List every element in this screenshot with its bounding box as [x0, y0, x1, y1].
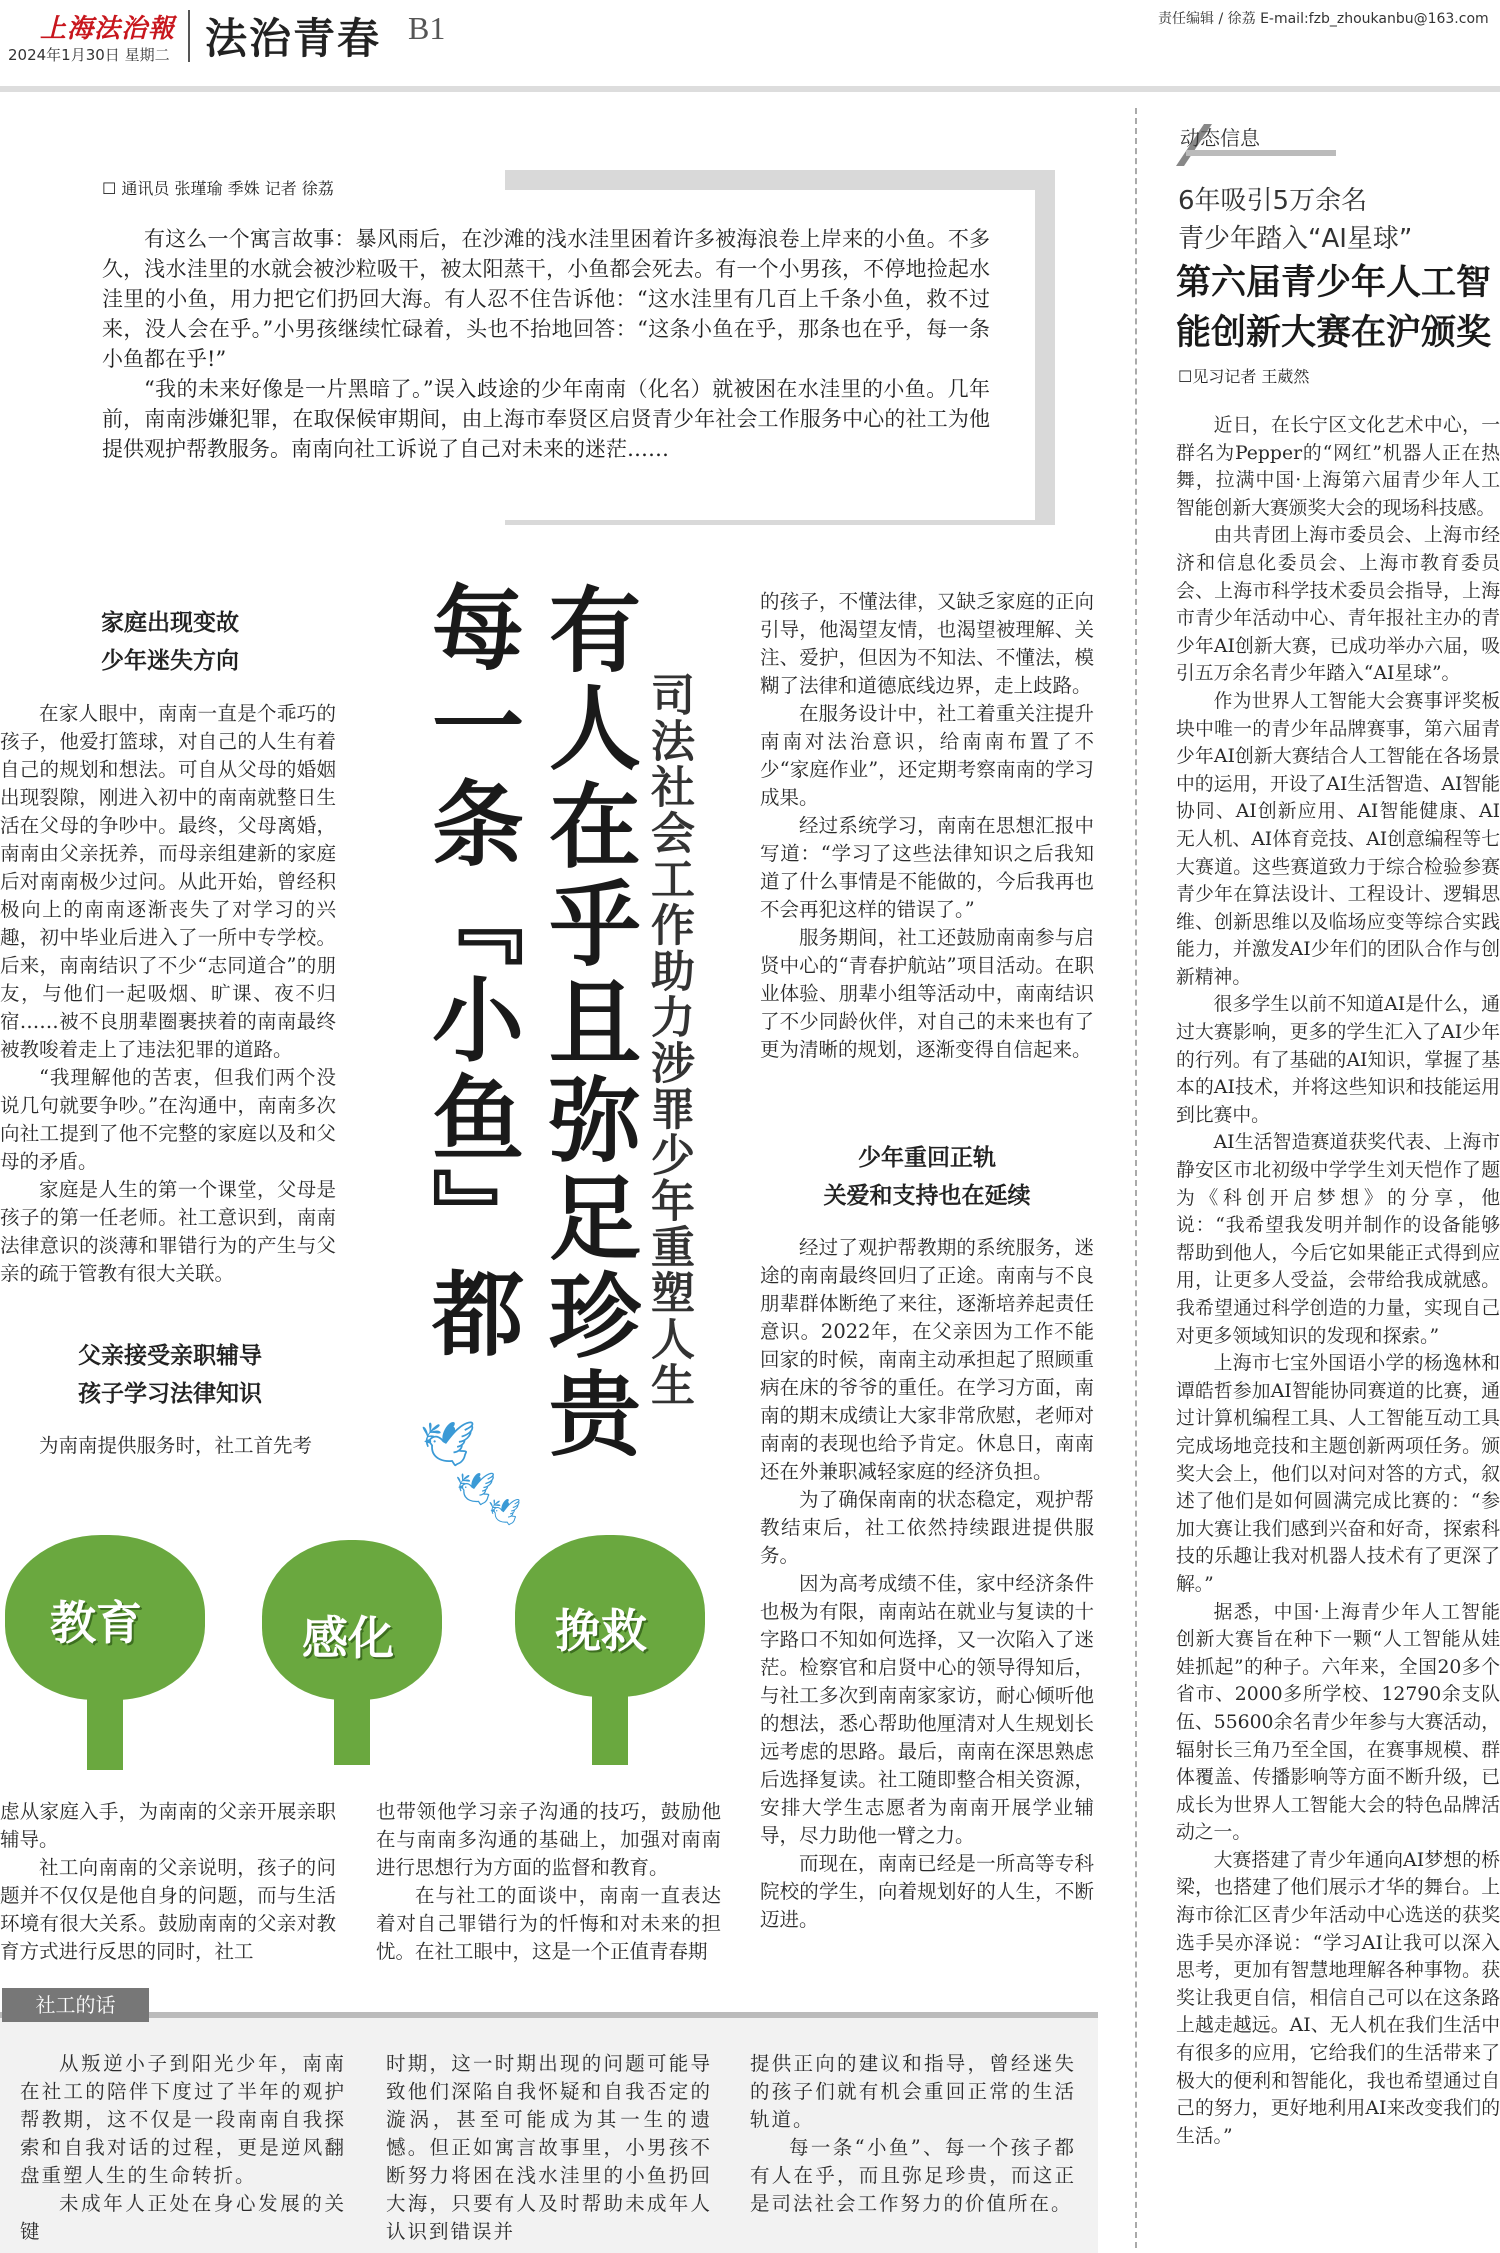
section2-heading-line: 父亲接受亲职辅导 [78, 1343, 262, 1369]
tree-influence [262, 1540, 442, 1765]
tree-education [5, 1535, 205, 1775]
bottom-column-2 [376, 1798, 721, 1966]
bird-icon: 🕊 [420, 1419, 476, 1470]
paragraph: 经过了观护帮教期的系统服务，迷途的南南最终回归了正途。南南与不良朋辈群体断绝了来往，逐渐培养起责任意识。2022年，在父亲因为工作不能回家的时候，南南主动承担起了照顾重病在床的爷爷的重任。在学习方面，南南的期末成绩让大家非常欣慰，老师对南南的表现也给予肯定。休息日，南南还在外兼职减轻家庭的经济负担。 [760, 1236, 1094, 1483]
intro-paragraph: 有这么一个寓言故事：暴风雨后，在沙滩的浅水洼里困着许多被海浪卷上岸来的小鱼。不多久，浅水洼里的水就会被沙粒吸干，被太阳蒸干，小鱼都会死去。有一个小男孩，不停地捡起水洼里的小鱼，用力把它们扔回大海。有人忍不住告诉他：“这水洼里有几百上千条小鱼，救不过来，没人会在乎。”小男孩继续忙碌着，头也不抬地回答：“这条小鱼在乎，那条也在乎，每一条小鱼都在乎!” [102, 227, 990, 371]
tree-label: 教育 [50, 1596, 142, 1650]
news-body [1176, 412, 1500, 2150]
headline-line-2: 每一条『小鱼』都 [417, 580, 525, 1364]
paragraph: 提供正向的建议和指导，曾经迷失的孩子们就有机会重回正常的生活轨道。 [750, 2052, 1076, 2131]
section2-heading-line: 孩子学习法律知识 [78, 1381, 262, 1407]
issue-date: 2024年1月30日 星期二 [8, 46, 170, 64]
social-worker-col-3 [750, 2050, 1076, 2218]
news-headline: 第六届青少年人工智能创新大赛在沪颁奖 [1176, 262, 1492, 353]
bird-icon: 🕊 [455, 1470, 496, 1508]
masthead [0, 0, 1500, 88]
section2-heading [40, 1337, 300, 1413]
paragraph: 在家人眼中，南南一直是个乖巧的孩子，他爱打篮球，对自己的人生有着自己的规划和想法。可自从父母的婚姻出现裂隙，刚进入初中的南南就整日生活在父母的争吵中。最终，父母离婚，南南由父亲抚养，而母亲组建新的家庭后对南南极少过问。从此开始，曾经积极向上的南南逐渐丧失了对学习的兴趣，初中毕业后进入了一所中专学校。后来，南南结识了不少“志同道合”的朋友，与他们一起吸烟、旷课、夜不归宿……被不良朋辈圈裹挟着的南南最终被教唆着走上了违法犯罪的道路。 [0, 702, 336, 1061]
paragraph: 经过系统学习，南南在思想汇报中写道：“学习了这些法律知识之后我知道了什么事情是不能做的，今后我再也不会再犯这样的错误了。” [760, 814, 1094, 921]
paragraph: 据悉，中国·上海青少年人工智能创新大赛旨在种下一颗“人工智能从娃娃抓起”的种子。六年来，全国20多个省市、2000多所学校、12790余支队伍、55600余名青少年参与大赛活动，辐射长三角乃至全国，在赛事规模、群体覆盖、传播影响等方面不断升级，已成长为世界人工智能大会的特色品牌活动之一。 [1176, 1601, 1500, 1844]
subheadline: 司法社会工作助力涉罪少年重塑人生 [643, 672, 694, 1408]
paragraph: 虑从家庭入手，为南南的父亲开展亲职辅导。 [0, 1800, 336, 1851]
section1-heading-line: 家庭出现变故 [101, 610, 239, 636]
paragraph: 为了确保南南的状态稳定，观护帮教结束后，社工依然持续跟进提供服务。 [760, 1488, 1094, 1567]
paragraph: 近日，在长宁区文化艺术中心，一群名为Pepper的“网红”机器人正在热舞，拉满中国·上海第六届青少年人工智能创新大赛颁奖大会的现场科技感。 [1176, 415, 1500, 519]
paragraph: 而现在，南南已经是一所高等专科院校的学生，向着规划好的人生，不断迈进。 [760, 1852, 1094, 1931]
section1-heading [40, 604, 300, 680]
masthead-divider [188, 10, 190, 62]
editor-info: 责任编辑 / 徐荔 E-mail:fzb_zhoukanbu@163.com [1158, 11, 1489, 27]
social-worker-col-2 [386, 2050, 712, 2246]
column-divider [1135, 108, 1137, 2248]
news-kicker-1: 6年吸引5万余名 [1178, 186, 1368, 216]
paragraph: 在服务设计中，社工着重关注提升南南对法治意识，给南南布置了不少“家庭作业”，还定期考察南南的学习成果。 [760, 702, 1094, 809]
paragraph: 社工向南南的父亲说明，孩子的问题并不仅仅是他自身的问题，而与生活环境有很大关系。鼓励南南的父亲对教育方式进行反思的同时，社工 [0, 1856, 336, 1963]
news-byline: ☐见习记者 王葳然 [1178, 367, 1310, 386]
paragraph: 服务期间，社工还鼓励南南参与启贤中心的“青春护航站”项目活动。在职业体验、朋辈小组等活动中，南南结识了不少同龄伙伴，对自己的未来也有了更为清晰的规划，逐渐变得自信起来。 [760, 926, 1094, 1061]
paragraph: 也带领他学习亲子沟通的技巧，鼓励他在与南南多沟通的基础上，加强对南南进行思想行为方面的监督和教育。 [376, 1800, 721, 1879]
tree-rescue [515, 1535, 705, 1767]
paragraph: 从叛逆小子到阳光少年，南南在社工的陪伴下度过了半年的观护帮教期，这不仅是一段南南自我探索和自我对话的过程，更是逆风翻盘重塑人生的生命转折。 [20, 2052, 346, 2187]
page-number: B1 [408, 10, 446, 46]
bottom-column-1 [0, 1798, 336, 1966]
paragraph: 每一条“小鱼”、每一个孩子都有人在乎，而且弥足珍贵，而这正是司法社会工作努力的价值所在。 [750, 2136, 1076, 2215]
bird-icon: 🕊 [488, 1498, 522, 1528]
paragraph: 家庭是人生的第一个课堂，父母是孩子的第一任老师。社工意识到，南南法律意识的淡薄和罪错行为的产生与父亲的疏于管教有很大关联。 [0, 1178, 336, 1285]
headline-line-1: 有人在乎且弥足珍贵 [534, 582, 642, 1464]
paragraph: “我理解他的苦衷，但我们两个没说几句就要争吵。”在沟通中，南南多次向社工提到了他不完整的家庭以及和父母的矛盾。 [0, 1066, 336, 1173]
paragraph: 很多学生以前不知道AI是什么，通过大赛影响，更多的学生汇入了AI少年的行列。有了基础的AI知识，掌握了基本的AI技术，并将这些知识和技能运用到比赛中。 [1176, 994, 1500, 1126]
paragraph: 由共青团上海市委员会、上海市经济和信息化委员会、上海市教育委员会、上海市科学技术委员会指导，上海市青少年活动中心、青年报社主办的青少年AI创新大赛，已成功举办六届，吸引五万余名青少年踏入“AI星球”。 [1176, 525, 1500, 685]
masthead-rule [0, 86, 1500, 92]
section1-heading-line: 少年迷失方向 [101, 648, 239, 674]
paragraph: 上海市七宝外国语小学的杨逸林和谭皓哲参加AI智能协同赛道的比赛，通过计算机编程工具、人工智能互动工具完成场地竞技和主题创新两项任务。颁奖大会上，他们以对问对答的方式，叙述了他们是如何圆满完成比赛的：“参加大赛让我们感到兴奋和好奇，探索科技的乐趣让我对机器人技术有了更深了解。” [1176, 1353, 1500, 1595]
tree-label: 挽救 [555, 1604, 647, 1658]
column-1-tail [0, 1432, 336, 1460]
paragraph: 的孩子，不懂法律，又缺乏家庭的正向引导，他渴望友情，也渴望被理解、关注、爱护，但因为不知法、不懂法，模糊了法律和道德底线边界，走上歧路。 [760, 590, 1094, 697]
newspaper-logo: 上海法治報 [40, 14, 176, 44]
tree-label: 感化 [302, 1611, 394, 1665]
news-tag: 动态信息 [1180, 126, 1260, 150]
social-worker-tab: 社工的话 [2, 1988, 149, 2022]
paragraph: 大赛搭建了青少年通向AI梦想的桥梁，也搭建了他们展示才华的舞台。上海市徐汇区青少年活动中心选送的获奖选手吴亦泽说：“学习AI让我可以深入思考，更加有智慧地理解各种事物。获奖让我更自信，相信自己可以在这条路上越走越远。AI、无人机在我们生活中有很多的应用，它给我们的生活带来了极大的便利和智能化，我也希望通过自己的努力，更好地利用AI来改变我们的生活。” [1176, 1849, 1500, 2147]
tree-trunk [87, 1685, 123, 1770]
paragraph: 作为世界人工智能大会赛事评奖板块中唯一的青少年品牌赛事，第六届青少年AI创新大赛结合人工智能在各场景中的运用，开设了AI生活智造、AI智能协同、AI创新应用、AI智能健康、AI无人机、AI体育竞技、AI创意编程等七大赛道。这些赛道致力于综合检验参赛青少年在算法设计、工程设计、逻辑思维、创新思维以及临场应变等综合实践能力，并激发AI少年们的团队合作与创新精神。 [1176, 690, 1500, 988]
section3-heading [760, 1139, 1094, 1215]
section3-heading-line: 关爱和支持也在延续 [823, 1183, 1031, 1209]
column-3-text-a [760, 588, 1094, 1064]
column-3-text-b [760, 1234, 1094, 1934]
article-intro [102, 224, 990, 464]
paragraph: 在与社工的面谈中，南南一直表达着对自己罪错行为的忏悔和对未来的担忧。在社工眼中，这是一个正值青春期 [376, 1884, 721, 1963]
section3-heading-line: 少年重回正轨 [858, 1145, 996, 1171]
tree-trunk [592, 1683, 628, 1765]
news-kicker-2: 青少年踏入“AI星球” [1178, 224, 1413, 254]
paragraph: 为南南提供服务时，社工首先考 [39, 1434, 313, 1457]
social-worker-col-1 [20, 2050, 346, 2246]
section-title: 法治青春 [205, 14, 382, 63]
paragraph: AI生活智造赛道获奖代表、上海市静安区市北初级中学学生刘天恺作了题为《科创开启梦想》的分享，他说：“我希望我发明并制作的设备能够帮助到他人，今后它如果能正式得到应用，让更多人受益，会带给我成就感。我希望通过科学创造的力量，实现自己对更多领域知识的发现和探索。” [1176, 1132, 1500, 1347]
paragraph: 时期，这一时期出现的问题可能导致他们深陷自我怀疑和自我否定的漩涡，甚至可能成为其一生的遗憾。但正如寓言故事里，小男孩不断努力将困在浅水洼里的小鱼扔回大海，只要有人及时帮助未成年人认识到错误并 [386, 2052, 712, 2243]
column-1-text [0, 700, 336, 1288]
intro-paragraph: “我的未来好像是一片黑暗了。”误入歧途的少年南南（化名）就被困在水洼里的小鱼。几年前，南南涉嫌犯罪，在取保候审期间，由上海市奉贤区启贤青少年社会工作服务中心的社工为他提供观护帮教服务。南南向社工诉说了自己对未来的迷茫…… [102, 377, 990, 461]
tree-trunk [334, 1685, 370, 1765]
article-byline: ☐ 通讯员 张瑾瑜 季姝 记者 徐荔 [102, 179, 334, 198]
paragraph: 因为高考成绩不佳，家中经济条件也极为有限，南南站在就业与复读的十字路口不知如何选择，又一次陷入了迷茫。检察官和启贤中心的领导得知后，与社工多次到南南家家访，耐心倾听他的想法，悉心帮助他厘清对人生规划长远考虑的思路。最后，南南在深思熟虑后选择复读。社工随即整合相关资源，安排大学生志愿者为南南开展学业辅导，尽力助他一臂之力。 [760, 1572, 1094, 1847]
paragraph: 未成年人正处在身心发展的关键 [20, 2192, 346, 2243]
